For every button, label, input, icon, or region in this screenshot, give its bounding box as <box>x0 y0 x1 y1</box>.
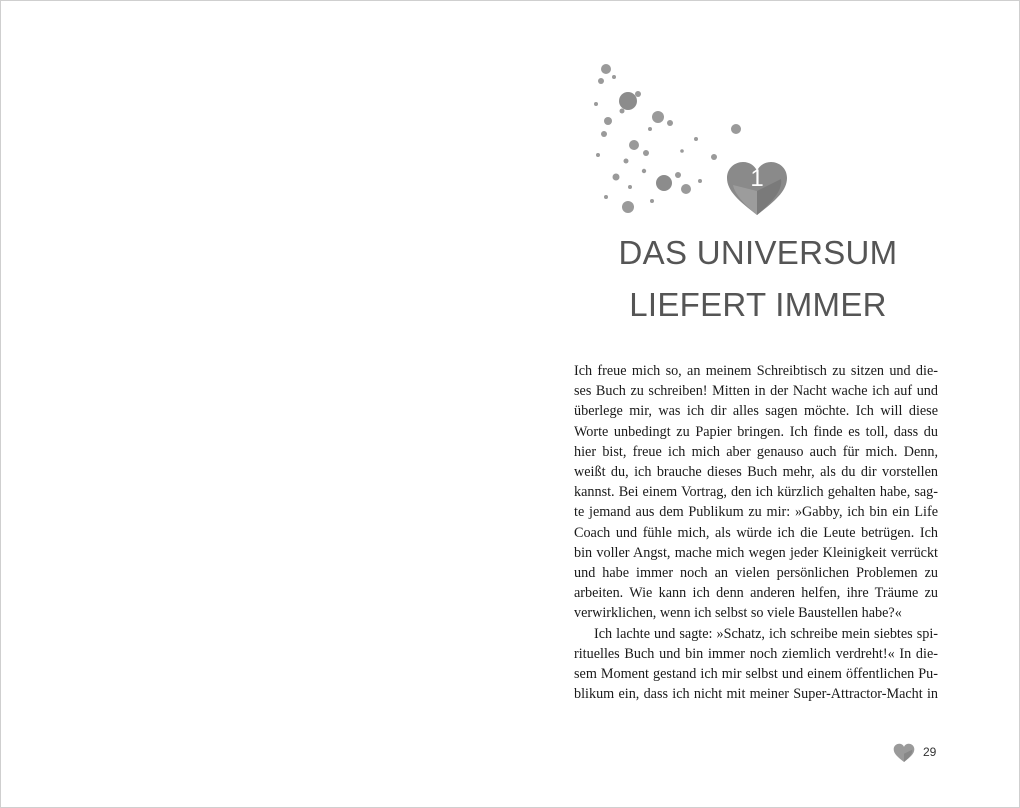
text-line: Ich lachte und sagte: »Schatz, ich schreibe mein siebtes spi- <box>594 625 938 642</box>
text-line: hier bist, freue ich mich aber genauso auch für mich. Denn, <box>574 443 938 460</box>
text-line: Worte unbedingt zu Papier bringen. Ich finde es toll, dass du <box>574 423 938 440</box>
page-number: 29 <box>923 745 937 759</box>
text-line: arbeiten. Wie kann ich denn anderen helfen, ihre Träume zu <box>574 585 938 602</box>
ink-splatter-decoration <box>586 59 746 219</box>
chapter-title <box>561 227 955 331</box>
text-line: Coach und fühle mich, als würde ich die Leute betrügen. Ich <box>574 524 938 541</box>
text-line: verwirklichen, wenn ich selbst so viele Baustellen habe?« <box>574 605 902 622</box>
text-line: ses Buch zu schreiben! Mitten in der Nacht wache ich auf und <box>574 383 938 400</box>
heart-icon <box>893 743 915 763</box>
text-line: weißt du, ich brauche dieses Buch mehr, als du dir vorstellen <box>574 464 938 481</box>
text-line: te jemand aus dem Publikum zu mir: »Gabby, ich bin ein Life <box>574 504 938 521</box>
text-line: und habe immer noch an vielen persönlichen Problemen zu <box>574 565 938 582</box>
chapter-title-line-1: DAS UNIVERSUM <box>618 234 898 271</box>
chapter-number: 1 <box>750 165 764 192</box>
text-line: blikum ein, dass ich nicht mit meiner Super-Attractor-Macht in <box>574 686 938 703</box>
chapter-title-line-2: LIEFERT IMMER <box>629 286 887 323</box>
left-page-blank <box>1 1 510 807</box>
text-line: Ich freue mich so, an meinem Schreibtisch zu sitzen und die- <box>574 363 938 379</box>
body-text <box>574 361 938 704</box>
text-line: kannst. Bei einem Vortrag, den ich kürzlich gehalten habe, sag- <box>574 484 938 501</box>
text-line: rituelles Buch und bin immer noch ziemlich verdreht!« In die- <box>574 645 938 662</box>
text-line: sem Moment gestand ich mir selbst und einem öffentlichen Pu- <box>574 666 938 683</box>
text-line: überlege mir, was ich dir alles sagen möchte. Ich will diese <box>574 403 938 420</box>
text-line: bin voller Angst, mache mich wegen jeder Kleinigkeit verrückt <box>574 544 938 561</box>
